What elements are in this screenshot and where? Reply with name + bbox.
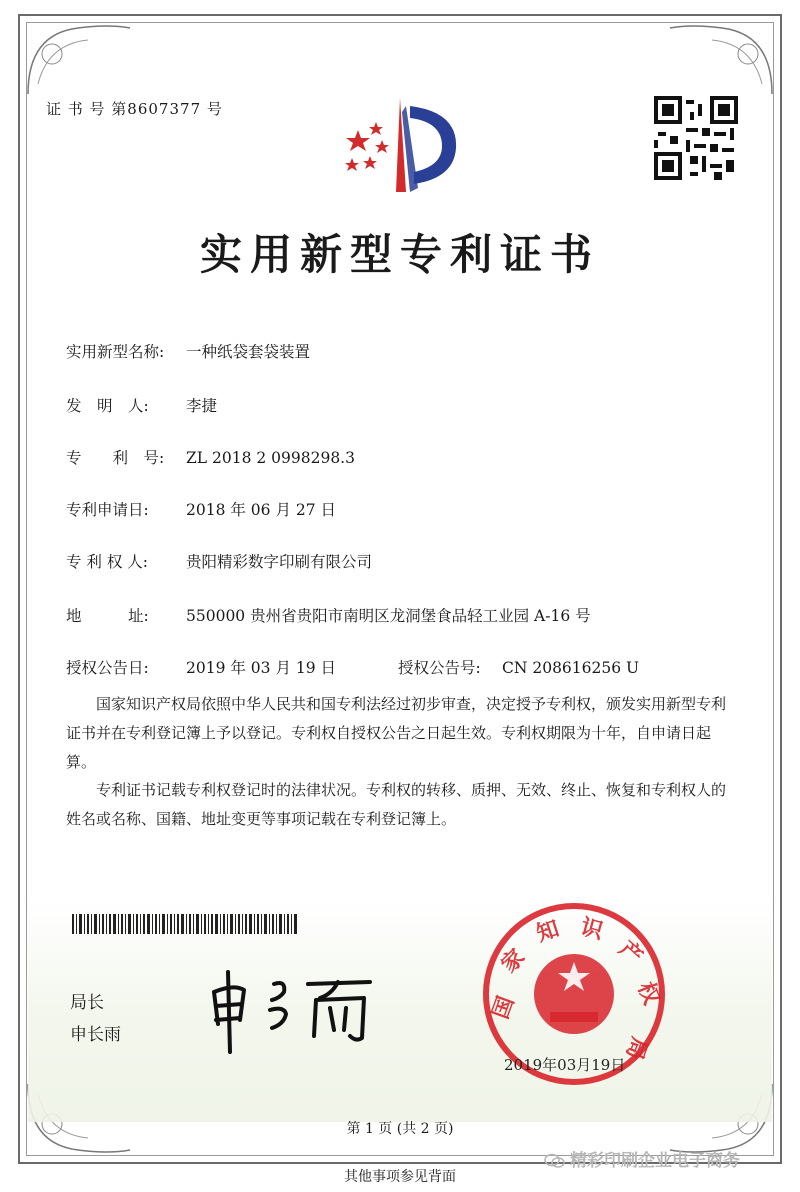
director-signature [200,958,400,1056]
paragraph-legal-status: 专利证书记载专利权登记时的法律状况。专利权的转移、质押、无效、终止、恢复和专利权人的姓名或名称、国籍、地址变更等事项记载在专利登记簿上。 [66,781,727,828]
certificate-number: 证 书 号 第8607377 号 [46,100,223,118]
field-inventor-value: 李捷 [186,397,218,415]
certificate-title: 实用新型专利证书 [199,230,600,279]
field-patentee [66,550,372,572]
field-filing-date [66,498,336,520]
svg-text:识: 识 [577,914,606,945]
field-filing-date-value: 2018 年 06 月 27 日 [186,501,337,519]
director-title: 局长 [70,993,104,1013]
field-name-value: 一种纸袋套袋装置 [186,343,311,361]
field-grant-no-label: 授权公告号: [398,659,481,677]
field-inventor [66,394,217,416]
field-address-label: 地 址: [66,607,149,625]
field-grant-date-value: 2019 年 03 月 19 日 [186,659,337,677]
svg-text:知: 知 [533,916,563,948]
qr-code-icon [654,96,738,180]
field-inventor-label: 发 明 人: [66,397,149,415]
field-patent-no-label: 专 利 号: [66,449,165,467]
field-grant-date-label: 授权公告日: [66,659,149,677]
seal-date: 2019年03月19日 [504,1056,626,1074]
field-address [66,604,591,626]
field-name-label: 实用新型名称: [66,343,165,361]
svg-text:权: 权 [632,978,664,1009]
page-info: 第 1 页 (共 2 页) [346,1121,454,1137]
field-grant-no [398,656,639,678]
watermark-text: 精彩印刷企业电子商务 [570,1151,740,1171]
corner-ornament-top-left [18,14,138,104]
field-patentee-label: 专 利 权 人: [66,553,149,571]
field-filing-date-label: 专利申请日: [66,501,149,519]
svg-text:家: 家 [496,944,531,979]
svg-text:国: 国 [488,993,520,1023]
corner-ornament-top-right [662,14,782,104]
barcode-icon [72,914,298,934]
wechat-icon [544,1153,566,1169]
svg-text:产: 产 [613,936,647,970]
field-name [66,340,310,362]
field-patent-no [66,446,355,468]
field-patent-no-value: ZL 2018 2 0998298.3 [186,449,355,467]
svg-text:局: 局 [620,1033,652,1063]
field-grant-date [66,656,336,678]
field-grant-no-value: CN 208616256 U [502,659,640,677]
field-address-value: 550000 贵州省贵阳市南明区龙洞堡食品轻工业园 A-16 号 [186,607,591,625]
patent-office-emblem-icon [330,92,470,202]
paragraph-grant-statement: 国家知识产权局依照中华人民共和国专利法经过初步审查，决定授予专利权，颁发实用新型专利证书并在专利登记簿上予以登记。专利权自授权公告之日起生效。专利权期限为十年，自申请日起算。 [66,695,727,771]
field-patentee-value: 贵阳精彩数字印刷有限公司 [186,553,373,571]
footer-note: 其他事项参见背面 [344,1169,456,1185]
watermark [544,1146,740,1171]
director-name: 申长雨 [70,1025,121,1045]
